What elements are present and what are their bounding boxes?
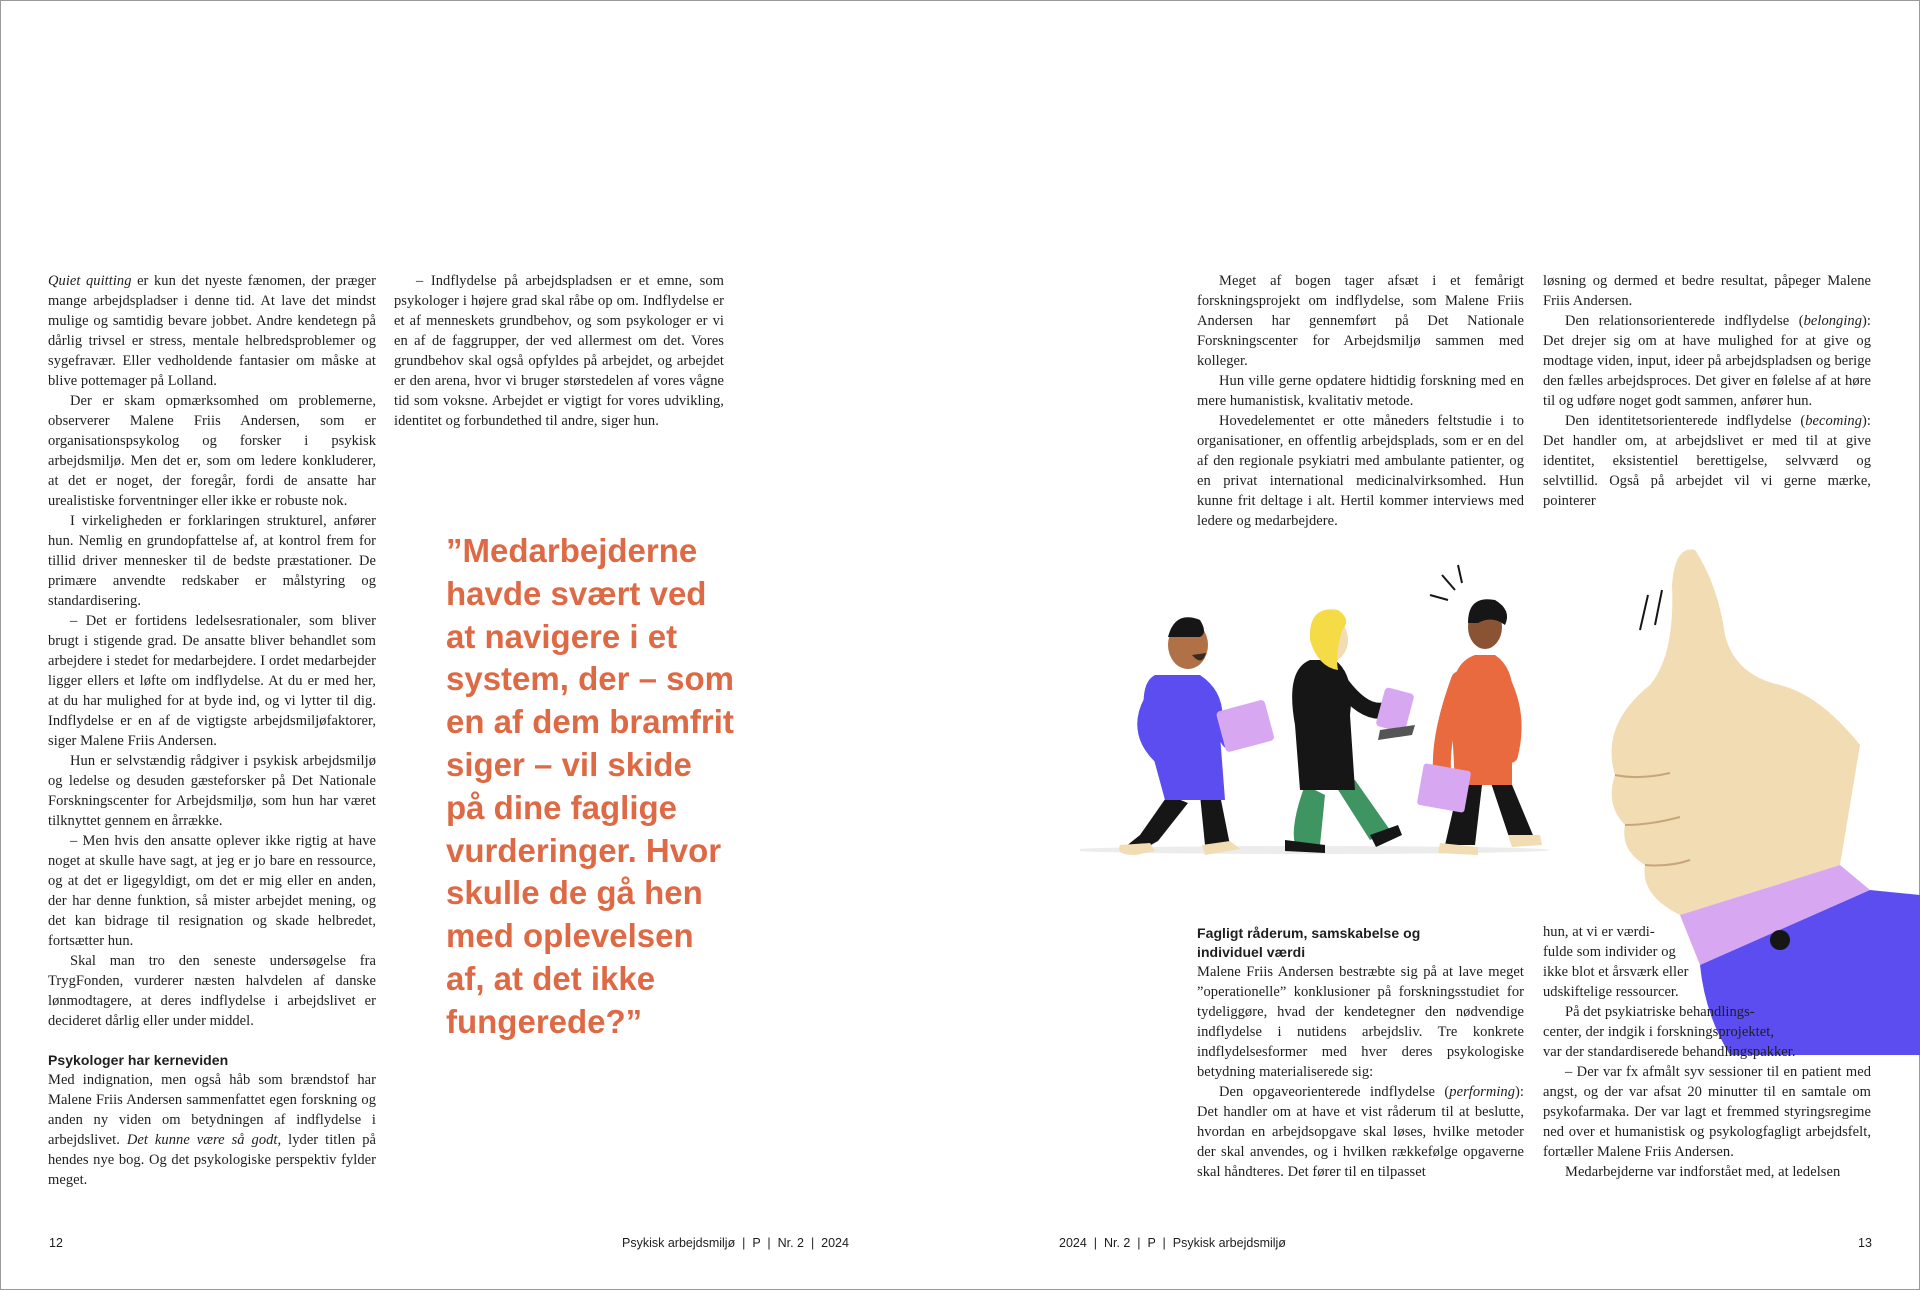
quote-line: at navigere i et	[446, 617, 678, 655]
page-number-left: 12	[49, 1236, 63, 1250]
section-heading: Psykologer har kerneviden	[48, 1052, 229, 1068]
section-heading: Fagligt råderum, samskabelse og individuel værdi	[1197, 925, 1421, 960]
running-footer-left: Psykisk arbejdsmiljø | P | Nr. 2 | 2024	[622, 1236, 849, 1250]
paragraph: Den opgaveorienterede indflydelse (performing): Det handler om at have et vist råderum til at beslutte, hvordan en arbejdsopgave skal løses, hvilke metoder der skal anvendes, og i hvilken rækkefølge opgaverne skal håndteres. Det fører til en tilpasset	[1197, 1084, 1524, 1180]
paragraph: – Der var fx afmålt syv sessioner til en patient med angst, og der var afsat 20 minutter til en samtale om psykofarmaka. Der var lagt et fremmed styringsregime ned over et humanistisk og psykologfagligt arbejdsfelt, fortæller Malene Friis Andersen.	[1543, 1064, 1871, 1160]
paragraph: løsning og dermed et bedre resultat, påpeger Malene Friis Andersen.	[1543, 273, 1871, 309]
article-column-3-bottom	[1197, 924, 1524, 1182]
paragraph: Malene Friis Andersen bestræbte sig på at lave meget ”operationelle” konklusioner på forskningsstudiet for tydeliggøre, hvad der kendetegner den nødvendige indflydelse i nutidens arbejdsliv. Tre konkrete indflydelsesformer med hver deres psykologiske betydning materialiserede sig:	[1197, 964, 1524, 1080]
text-line: På det psykiatriske behandlings-	[1565, 1004, 1755, 1020]
text-line: hun, at vi er værdi-	[1543, 924, 1655, 940]
paragraph: Quiet quitting er kun det nyeste fænomen, der præger mange arbejdspladser i denne tid. At lave det mindst mulige og samtidig bevare jobbet. Andre kendetegn på dårlig trivsel er stress, mentale helbredsproblemer og sygefravær. Eller vedholdende fantasier om måske at blive pottemager på Lolland.	[48, 273, 377, 389]
paragraph: I virkeligheden er forklaringen strukturel, anfører hun. Nemlig en grundopfattelse af, at kontrol frem for tillid driver mennesker til de bedste præstationer. De primære anvendte redskaber er målstyring og standardisering.	[48, 513, 376, 609]
paragraph: Der er skam opmærksomhed om problemerne, observerer Malene Friis Andersen, som er organisationspsykolog og forsker i psykisk arbejdsmiljø. Men det er, som om ledere konkluderer, at det er noget, der foregår, fordi de ansatte har urealistiske forventninger eller ikke er robuste nok.	[48, 393, 376, 509]
quote-line: på dine faglige	[446, 788, 678, 826]
article-column-3-top	[1197, 271, 1524, 531]
quote-line: med oplevelsen	[446, 917, 694, 955]
quote-line: skulle de gå hen	[446, 874, 703, 912]
page-number-right: 13	[1858, 1236, 1872, 1250]
paragraph: Den relationsorienterede indflydelse (belonging): Det drejer sig om at have mulighed for at give og modtage viden, input, ideer på arbejdspladsen og berige den fælles arbejdsproces. Det giver en følelse af at høre til og udføre noget godt sammen, anfører hun.	[1543, 313, 1871, 409]
quote-line: vurderinger. Hvor	[446, 831, 722, 869]
text-line: var der standardiserede behandlingspakker.	[1543, 1044, 1796, 1060]
quote-line: af, at det ikke	[446, 959, 656, 997]
text-line: udskiftelige ressourcer.	[1543, 984, 1679, 1000]
paragraph: Hun ville gerne opdatere hidtidig forskning med en mere humanistisk, kvalitativ metode.	[1197, 373, 1524, 409]
article-column-4-bottom	[1543, 922, 1871, 1182]
article-column-2	[394, 271, 724, 431]
article-column-4-top	[1543, 271, 1871, 511]
text-line: fulde som individer og	[1543, 944, 1676, 960]
quote-line: fungerede?”	[446, 1002, 643, 1040]
paragraph: Meget af bogen tager afsæt i et femårigt forskningsprojekt om indflydelse, som Malene Friis Andersen har gennemført på Det Nationale Forskningscenter for Arbejdsmiljø sammen med kolleger.	[1197, 273, 1524, 369]
quote-line: ”Medarbejderne	[446, 532, 698, 569]
person-black-shirt	[1285, 609, 1415, 853]
paragraph: Med indignation, men også håb som brændstof har Malene Friis Andersen sammenfattet egen forskning og anden ny viden om betydningen af indflydelse i arbejdslivet. Det kunne være så godt, lyder titlen på hendes nye bog. Og det psykologiske perspektiv fylder meget.	[48, 1072, 376, 1188]
quote-line: havde svært ved	[446, 574, 707, 612]
paragraph: Skal man tro den seneste undersøgelse fra TrygFonden, vurderer næsten halvdelen af danske lønmodtagere, at deres indflydelse i arbejdslivet er decideret dårlig eller under middel.	[48, 953, 376, 1029]
paragraph: Medarbejderne var indforstået med, at ledelsen	[1565, 1164, 1841, 1180]
quote-line: siger – vil skide	[446, 745, 692, 783]
paragraph: Den identitetsorienterede indflydelse (becoming): Det handler om, at arbejdslivet er med til at give identitet, eksistentiel berettigelse, selvværd og selvtillid. Også på arbejdet vil vi gerne mærke, pointerer	[1543, 413, 1871, 509]
text-line: ikke blot et årsværk eller	[1543, 964, 1689, 980]
running-footer-right: 2024 | Nr. 2 | P | Psykisk arbejdsmiljø	[1059, 1236, 1286, 1250]
paragraph: Hun er selvstændig rådgiver i psykisk arbejdsmiljø og ledelse og desuden gæsteforsker på Det Nationale Forskningscenter for Arbejdsmiljø, som hun har været tilknyttet gennem en årrække.	[48, 753, 376, 829]
paragraph: – Men hvis den ansatte oplever ikke rigtig at have noget at skulle have sagt, at jeg er jo bare en ressource, og at det er ligegyldigt, om det er mig eller en anden, der har denne funktion, så mister arbejdet mening, og det kan bidrage til resignation og skade helbredet, fortsætter hun.	[48, 833, 376, 949]
paragraph: Hovedelementet er otte måneders feltstudie i to organisationer, en offentlig arbejdsplads, som er en del af den regionale psykiatri med ambulante patienter, og en privat international medicinalvirksomhed. Hun kunne frit deltage i alt. Hertil kommer interviews med ledere og medarbejdere.	[1197, 413, 1524, 529]
pull-quote	[446, 530, 822, 1044]
person-blue-shirt	[1119, 617, 1275, 855]
quote-line: system, der – som	[446, 660, 734, 698]
quote-line: en af dem bramfrit	[446, 703, 734, 741]
text-line: center, der indgik i forskningsprojektet,	[1543, 1024, 1774, 1040]
paragraph: – Indflydelse på arbejdspladsen er et emne, som psykologer i højere grad skal råbe op om. Indflydelse er et af menneskets grundbehov, og som psykologer er vi en af de faggrupper, der ved allermest om det. Vores grundbehov skal også opfyldes på arbejdet, og arbejdet er den arena, hvor vi bruger størstedelen af vores vågne tid som voksne. Arbejdet er vigtigt for vores udvikling, identitet og forbundethed til andre, siger hun.	[394, 273, 724, 429]
article-column-1	[48, 271, 376, 1190]
paragraph: – Det er fortidens ledelsesrationaler, som bliver brugt i stigende grad. De ansatte bliver behandlet som arbejdere i stedet for medarbejdere. I ordet medarbejder ligger ellers et løfte om indflydelse. At du er med her, at du har mulighed for at byde ind, og vi lytter til dig. Indflydelse er en af de vigtigste arbejdsmiljøfaktorer, siger Malene Friis Andersen.	[48, 613, 376, 749]
person-orange-shirt	[1417, 565, 1542, 855]
